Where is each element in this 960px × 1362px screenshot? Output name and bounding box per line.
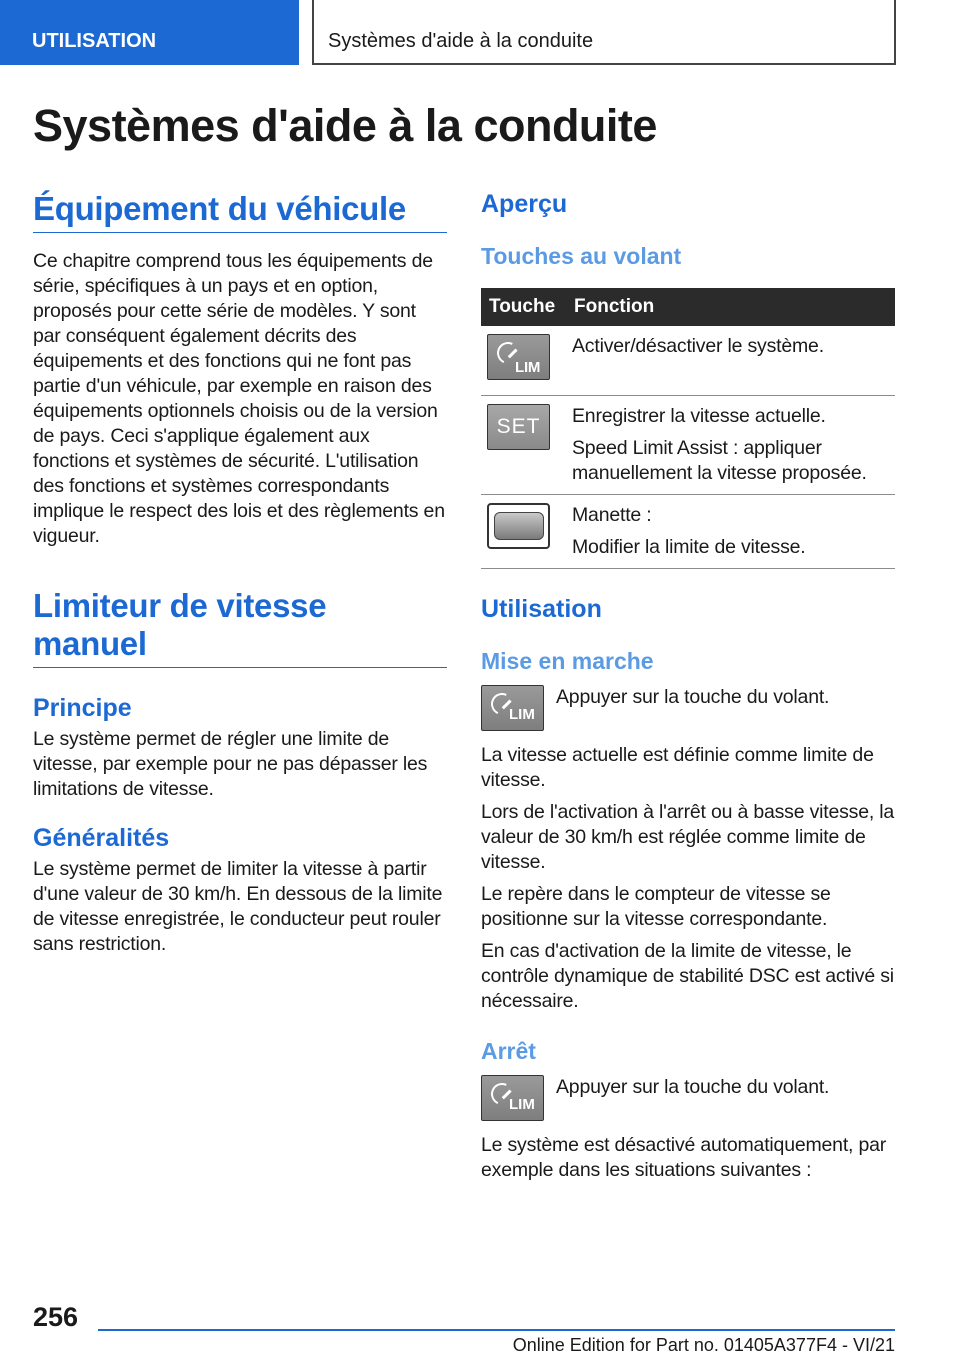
general-heading: Généralités <box>33 824 170 852</box>
col-key-header: Touche <box>481 288 566 326</box>
overview-heading: Aperçu <box>481 190 568 218</box>
set-key-icon: SET <box>487 404 550 450</box>
page-title: Systèmes d'aide à la conduite <box>33 100 657 151</box>
page-number: 256 <box>33 1302 79 1332</box>
principle-text: Le système permet de régler une limite de vitesse, par exemple pour ne pas dépasser les limitations de vitesse. <box>33 728 428 800</box>
stop-heading: Arrêt <box>481 1038 536 1064</box>
lim-key-icon: LIM <box>487 334 550 380</box>
footer-edition: Online Edition for Part no. 01405A377F4 - VI/21 <box>512 1335 895 1355</box>
table-row: LIM Activer/désactiver le système. <box>481 326 895 396</box>
equipment-text: Ce chapitre comprend tous les équipements de série, spécifiques à un pays et en option, proposés pour cette série de modèles. Y sont par conséquent également décrits des équipements et des fonctions qui ne font pas partie d'un véhicule, par exemple en raison des équipements optionnels choisis ou de la version de pays. Ceci s'applique également aux fonctions et systèmes de sécurité. L'utilisation des fonctions et systèmes correspondants implique le respect des lois et des règlements en vigueur. <box>33 250 445 547</box>
principle-heading: Principe <box>33 694 132 722</box>
footer-divider <box>98 1329 895 1331</box>
switch-on-para: Lors de l'activation à l'arrêt ou à basse vitesse, la valeur de 30 km/h est réglée comme limite de vitesse. <box>481 801 895 873</box>
switch-on-instruction: LIM Appuyer sur la touche du volant. <box>481 685 895 731</box>
switch-on-para: Le repère dans le compteur de vitesse se positionne sur la vitesse correspondante. <box>481 883 831 930</box>
usage-heading: Utilisation <box>481 595 602 623</box>
table-row: Manette : Modifier la limite de vitesse. <box>481 495 895 569</box>
switch-on-para: En cas d'activation de la limite de vitesse, le contrôle dynamique de stabilité DSC est activé si nécessaire. <box>481 940 894 1012</box>
header-section: UTILISATION <box>0 0 299 65</box>
switch-on-heading: Mise en marche <box>481 648 654 674</box>
limiter-heading: Limiteur de vitesse manuel <box>33 587 447 668</box>
rocker-switch-icon <box>487 503 550 549</box>
table-header-row <box>481 288 895 326</box>
header-chapter: Systèmes d'aide à la conduite <box>312 0 896 65</box>
lim-key-icon: LIM <box>481 685 544 731</box>
stop-para: Le système est désactivé automatiquement, par exemple dans les situations suivantes : <box>481 1134 887 1181</box>
lim-key-icon: LIM <box>481 1075 544 1121</box>
stop-instruction: LIM Appuyer sur la touche du volant. <box>481 1075 895 1121</box>
right-column <box>481 190 895 1183</box>
equipment-heading: Équipement du véhicule <box>33 190 447 233</box>
table-row: SET Enregistrer la vitesse actuelle. Speed Limit Assist : appliquer manuellement la vitesse proposée. <box>481 396 895 495</box>
keys-table <box>481 288 895 569</box>
col-function-header: Fonction <box>566 288 895 326</box>
general-text: Le système permet de limiter la vitesse à partir d'une valeur de 30 km/h. En dessous de la limite de vitesse enregistrée, le conducteur peut rouler sans restriction. <box>33 858 443 955</box>
wheel-keys-heading: Touches au volant <box>481 243 682 269</box>
left-column <box>33 190 447 957</box>
switch-on-para: La vitesse actuelle est définie comme limite de vitesse. <box>481 744 874 791</box>
